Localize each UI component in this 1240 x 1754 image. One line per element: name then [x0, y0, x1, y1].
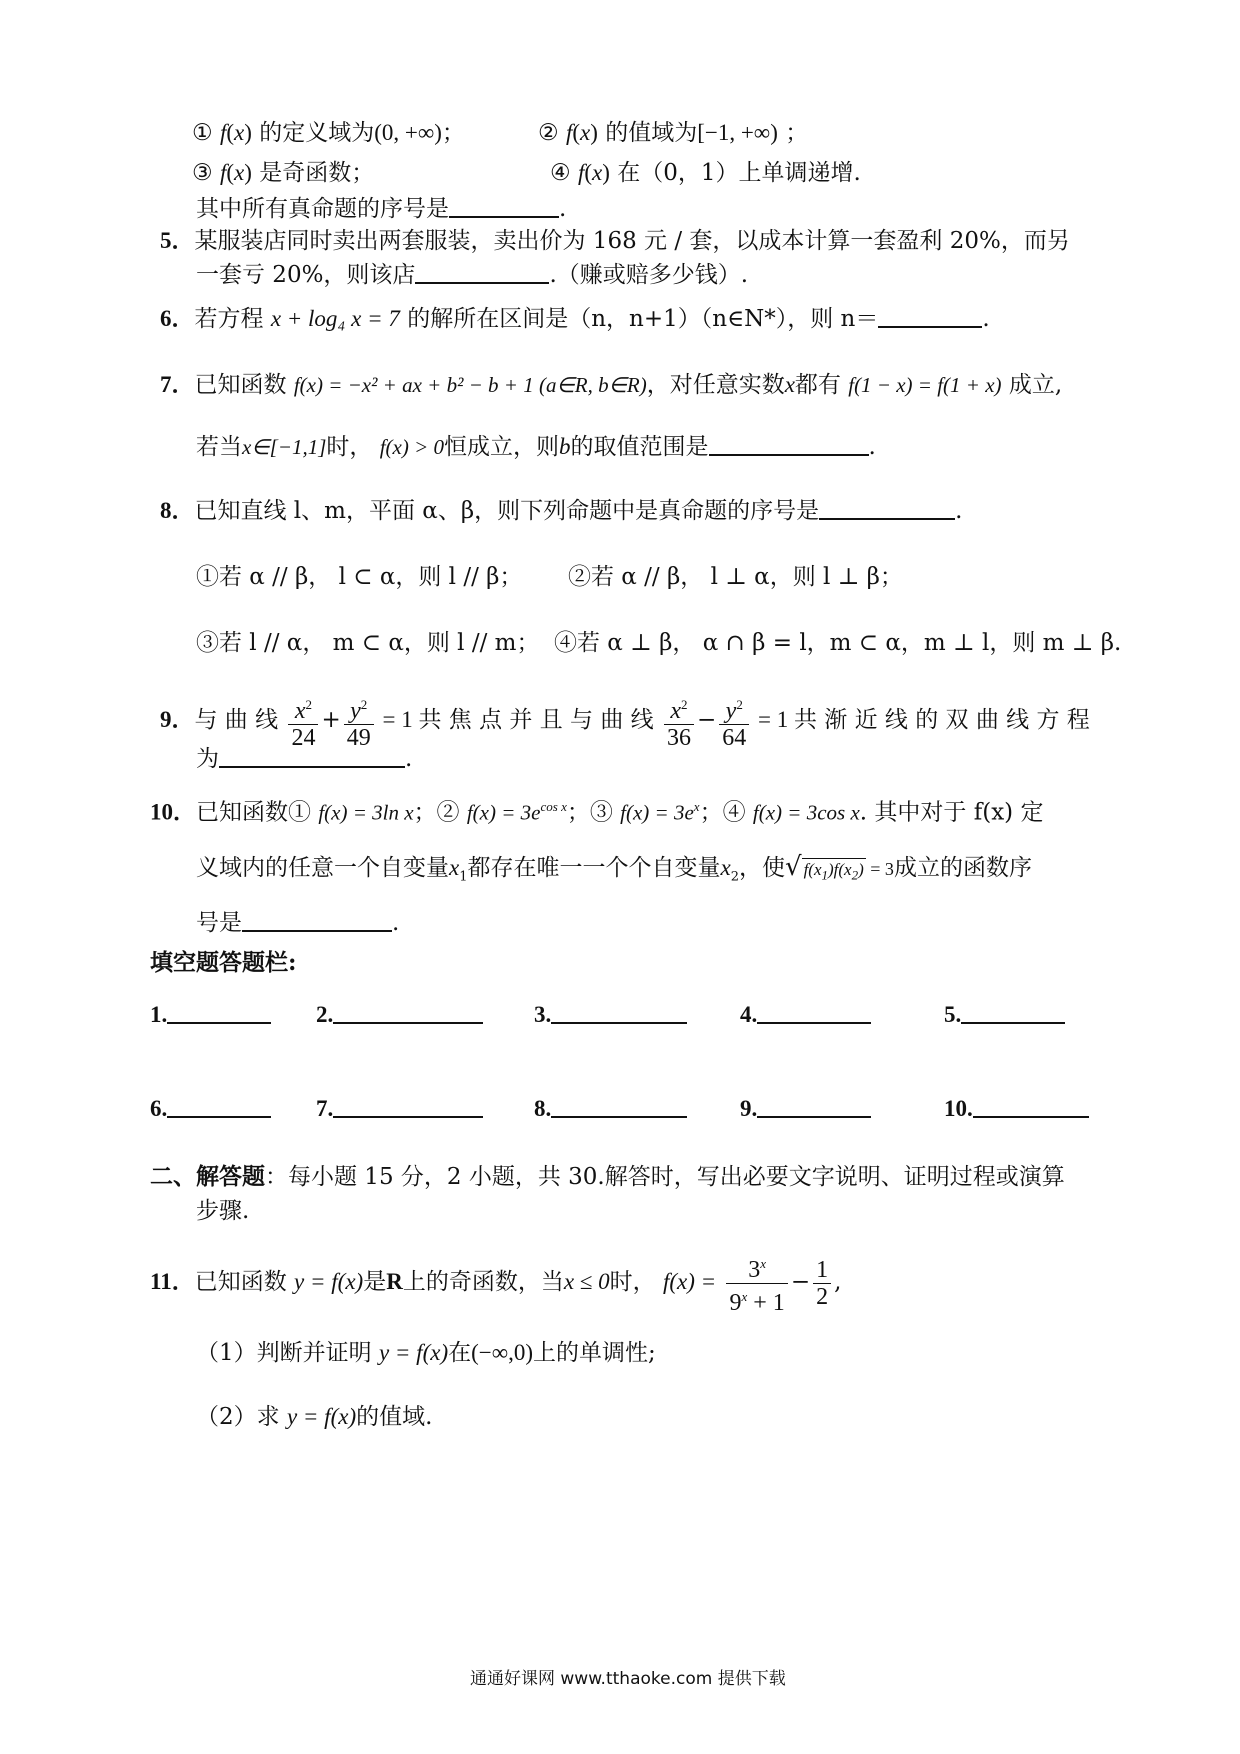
answer-blank[interactable] [219, 744, 405, 768]
q4-item-2: ② f(x) 的值域为[−1, +∞) ； [538, 120, 809, 146]
q8-proposition-2: ②若 α // β， l ⊥ α，则 l ⊥ β； [568, 564, 903, 590]
answer-slot-9[interactable]: 9. [740, 1094, 871, 1122]
fraction: $\frac{y^2}{49}$ [344, 692, 374, 751]
page-footer: 通通好课网 www.tthaoke.com 提供下载 [470, 1669, 786, 1689]
answer-blank[interactable] [449, 194, 559, 218]
q4-item-4: ④ f(x) 在（0，1）上单调递增. [550, 160, 861, 186]
q6: 6．若方程 x + log₄ x = 7 的解所在区间是（n，n+1）（n∈N*），则 n＝ . [160, 306, 990, 332]
answer-slot-7[interactable]: 7. [316, 1094, 483, 1122]
answer-blank[interactable] [709, 432, 869, 456]
q11-part-2: （2）求 y = f(x)的值域. [196, 1404, 433, 1430]
answer-slot-8[interactable]: 8. [534, 1094, 687, 1122]
part2-desc-2: 步骤. [196, 1198, 250, 1224]
q4-item-1: ① f(x) 的定义域为(0, +∞)； [192, 120, 465, 146]
q10-line-2: 义域内的任意一个自变量$x_1$都存在唯一一个个自变量$x_2$，使√ $f(x_1)f(x_2) = 3$成立的函数序 [196, 852, 1032, 885]
q7-line-2: 若当x∈[−1,1]时， f(x) > 0恒成立，则b的取值范围是 . [196, 434, 876, 460]
answer-bar-title: 填空题答题栏: [150, 949, 297, 976]
answer-slot-6[interactable]: 6. [150, 1094, 271, 1122]
answer-slot-2[interactable]: 2. [316, 1000, 483, 1028]
q5-line-1: 5．某服装店同时卖出两套服装，卖出价为 168 元 / 套，以成本计算一套盈利 20%，而另 [160, 228, 1070, 254]
fraction: $\frac{y^2}{64}$ [719, 692, 749, 751]
answer-slot-3[interactable]: 3. [534, 1000, 687, 1028]
answer-slot-1[interactable]: 1. [150, 1000, 271, 1028]
q11-stem: 11．已知函数 y = f(x)是R上的奇函数，当x ≤ 0时， f(x) = $\frac{3^x}{9^x + 1}$ − $\frac{1}{2}$ , [150, 1250, 841, 1316]
fraction: $\frac{x^2}{36}$ [664, 692, 694, 751]
answer-slot-10[interactable]: 10. [944, 1094, 1089, 1122]
answer-blank[interactable] [878, 304, 982, 328]
answer-blank[interactable] [242, 908, 392, 932]
q8-stem: 8．已知直线 l、m，平面 α、β，则下列命题中是真命题的序号是 . [160, 498, 963, 524]
fraction: $\frac{3^x}{9^x + 1}$ [726, 1251, 787, 1316]
q8-proposition-1: ①若 α // β， l ⊂ α，则 l // β； [196, 564, 523, 590]
q4-ask: 其中所有真命题的序号是 . [196, 196, 567, 222]
part2-header: 二、解答题：每小题 15 分，2 小题，共 30.解答时，写出必要文字说明、证明过程或演算 [150, 1163, 1065, 1190]
fraction: $\frac{1}{2}$ [813, 1257, 831, 1310]
q11-part-1: （1）判断并证明 y = f(x)在(−∞,0)上的单调性; [196, 1340, 656, 1366]
q9-line-2: 为 . [196, 746, 413, 772]
answer-slot-5[interactable]: 5. [944, 1000, 1065, 1028]
q10-line-1: 10．已知函数① f(x) = 3ln x；② $f(x) = 3e^{cos x}$；③ $f(x) = 3e^x$；④ f(x) = 3cos x. 其中对于 f(x) 定 [150, 799, 1044, 826]
answer-slot-4[interactable]: 4. [740, 1000, 871, 1028]
q7-line-1: 7．已知函数 f(x) = −x² + ax + b² − b + 1 (a∈R, b∈R)，对任意实数x都有 f(1 − x) = f(1 + x) 成立, [160, 372, 1063, 398]
answer-blank[interactable] [819, 496, 955, 520]
q8-proposition-3: ③若 l // α， m ⊂ α，则 l // m； [196, 630, 540, 656]
q4-item-3: ③ f(x) 是奇函数； [192, 160, 375, 186]
answer-blank[interactable] [415, 260, 549, 284]
q9-line-1: 9．与 曲 线 $\frac{x^2}{24}$ + $\frac{y^2}{49}$ = 1 共 焦 点 并 且 与 曲 线 $\frac{x^2}{36}$ − $\frac{y^2}{64}$ = 1 共 渐 近 线 的 双 曲 线 方 程 [160, 690, 1090, 751]
q5-line-2: 一套亏 20%，则该店 .（赚或赔多少钱）. [196, 262, 749, 288]
q10-line-3: 号是 . [196, 910, 400, 936]
fraction: $\frac{x^2}{24}$ [288, 692, 318, 751]
q8-proposition-4: ④若 α ⊥ β， α ∩ β = l，m ⊂ α，m ⊥ l，则 m ⊥ β. [554, 630, 1122, 656]
